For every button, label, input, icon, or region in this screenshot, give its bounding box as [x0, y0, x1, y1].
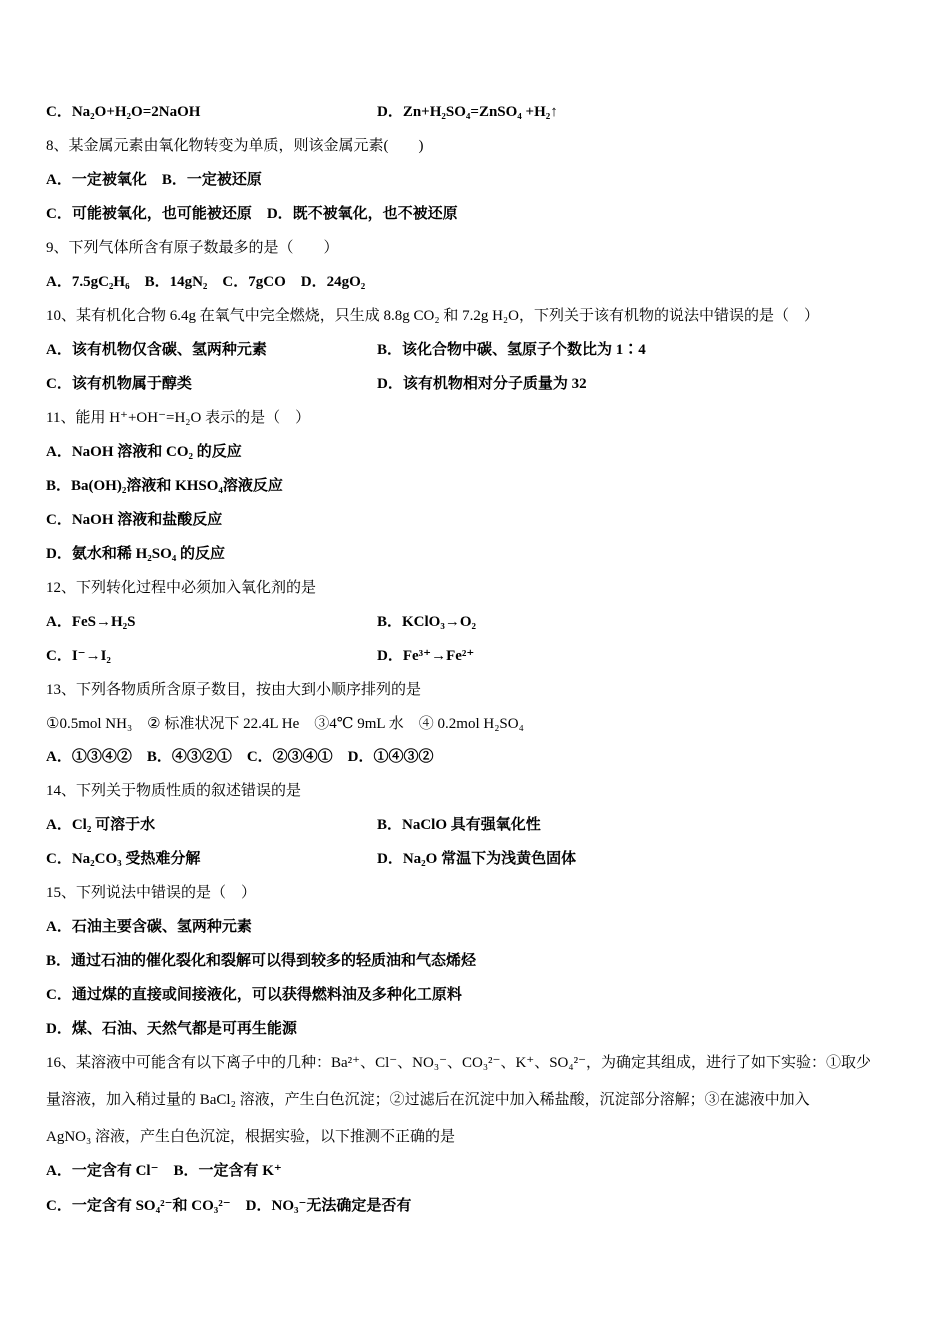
q14-stem: 14、下列关于物质性质的叙述错误的是	[46, 783, 302, 799]
q8-options-ab: A．一定被氧化 B．一定被还原	[46, 172, 262, 188]
q12-stem: 12、下列转化过程中必须加入氧化剂的是	[46, 580, 317, 596]
q7-option-d: D．Zn+H₂SO₄=ZnSO₄ +H₂↑	[377, 104, 558, 120]
q13-items: ①0.5mol NH₃ ② 标准状况下 22.4L He ③4℃ 9mL 水 ④ 0.2mol H₂SO₄	[46, 716, 524, 732]
q15-option-b: B．通过石油的催化裂化和裂解可以得到较多的轻质油和气态烯烃	[46, 953, 477, 969]
q8-stem: 8、某金属元素由氧化物转变为单质，则该金属元素( )	[46, 138, 424, 154]
q8-options-cd: C．可能被氧化，也可能被还原 D．既不被氧化，也不被还原	[46, 206, 458, 222]
q10-option-d: D．该有机物相对分子质量为 32	[377, 376, 587, 392]
q10-stem: 10、某有机化合物 6.4g 在氧气中完全燃烧，只生成 8.8g CO₂ 和 7.2g H₂O，下列关于该有机物的说法中错误的是（ ）	[46, 308, 819, 324]
q11-option-b: B．Ba(OH)₂溶液和 KHSO₄溶液反应	[46, 478, 283, 494]
q9-options: A．7.5gC₂H₆ B．14gN₂ C．7gCO D．24gO₂	[46, 274, 366, 290]
q12-option-b: B．KClO₃→O₂	[377, 614, 477, 630]
q15-option-c: C．通过煤的直接或间接液化，可以获得燃料油及多种化工原料	[46, 987, 462, 1003]
q14-option-a: A．Cl₂ 可溶于水	[46, 817, 156, 833]
q14-option-c: C．Na₂CO₃ 受热难分解	[46, 851, 201, 867]
q11-option-a: A．NaOH 溶液和 CO₂ 的反应	[46, 444, 242, 460]
q11-option-c: C．NaOH 溶液和盐酸反应	[46, 512, 223, 528]
q7-option-c: C．Na₂O+H₂O=2NaOH	[46, 104, 201, 120]
q10-option-c: C．该有机物属于醇类	[46, 376, 192, 392]
q15-option-a: A．石油主要含碳、氢两种元素	[46, 919, 252, 935]
q11-option-d: D．氨水和稀 H₂SO₄ 的反应	[46, 546, 226, 562]
q15-stem: 15、下列说法中错误的是（ ）	[46, 885, 257, 901]
q12-option-a: A．FeS→H₂S	[46, 614, 136, 630]
q10-option-b: B．该化合物中碳、氢原子个数比为 1∶4	[377, 342, 646, 358]
q13-stem: 13、下列各物质所含原子数目，按由大到小顺序排列的是	[46, 682, 422, 698]
q16-stem-line1: 16、某溶液中可能含有以下离子中的几种：Ba²⁺、Cl⁻、NO₃⁻、CO₃²⁻、K⁺、SO₄²⁻，为确定其组成，进行了如下实验：①取少	[46, 1055, 872, 1071]
q16-options-ab: A．一定含有 Cl⁻ B．一定含有 K⁺	[46, 1163, 282, 1179]
q16-stem-line2: 量溶液，加入稍过量的 BaCl₂ 溶液，产生白色沉淀；②过滤后在沉淀中加入稀盐酸，沉淀部分溶解；③在滤液中加入	[46, 1092, 810, 1108]
q16-stem-line3: AgNO₃ 溶液，产生白色沉淀，根据实验，以下推测不正确的是	[46, 1129, 455, 1145]
q12-option-d: D．Fe³⁺→Fe²⁺	[377, 648, 475, 664]
q14-option-d: D．Na₂O 常温下为浅黄色固体	[377, 851, 577, 867]
q13-options: A．①③④② B．④③②① C．②③④① D．①④③②	[46, 749, 434, 765]
q9-stem: 9、下列气体所含有原子数最多的是（ ）	[46, 240, 339, 256]
q12-option-c: C．I⁻→I₂	[46, 648, 111, 664]
q11-stem: 11、能用 H⁺+OH⁻=H₂O 表示的是（ ）	[46, 410, 311, 426]
q15-option-d: D．煤、石油、天然气都是可再生能源	[46, 1021, 297, 1037]
q10-option-a: A．该有机物仅含碳、氢两种元素	[46, 342, 267, 358]
q16-options-cd: C．一定含有 SO₄²⁻和 CO₃²⁻ D．NO₃⁻无法确定是否有	[46, 1198, 412, 1214]
q14-option-b: B．NaClO 具有强氧化性	[377, 817, 541, 833]
